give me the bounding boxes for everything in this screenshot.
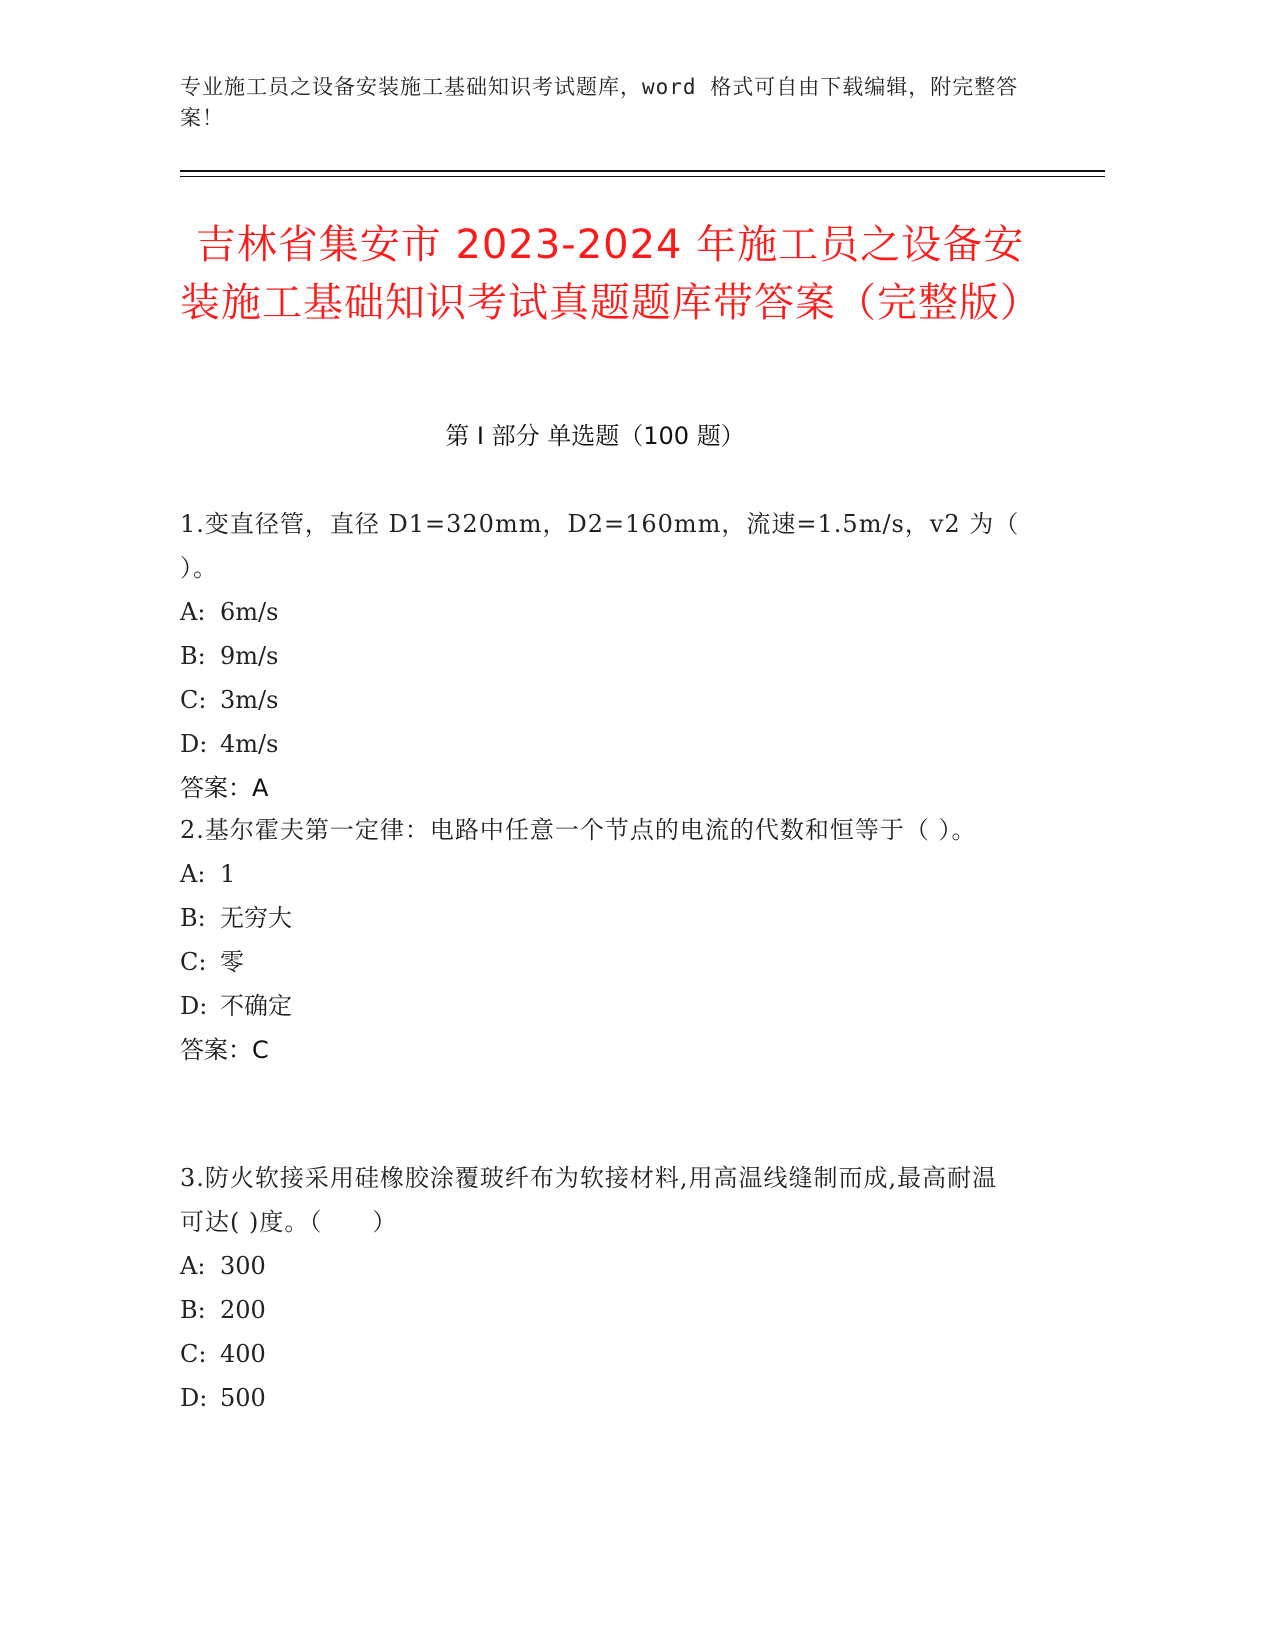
option-a [180,1244,1020,1288]
header-divider-thick [180,170,1105,172]
option-text: 200 [220,1296,266,1324]
option-text: 500 [220,1384,266,1412]
question-3 [180,1156,1020,1420]
option-b [180,1288,1020,1332]
option-letter: A: [180,1252,206,1280]
option-c [180,1332,1020,1376]
option-letter: C: [180,1340,207,1368]
option-text: 无穷大 [220,904,292,932]
document-title: 吉林省集安市 2023-2024 年施工员之设备安装施工基础知识考试真题题库带答案（完整版） [180,222,1041,326]
option-letter: D: [180,1384,208,1412]
option-letter: B: [180,904,206,932]
option-d [180,722,1020,766]
question-1 [180,502,1020,810]
option-letter: B: [180,1296,206,1324]
option-text: 4m/s [220,730,279,758]
option-text: 400 [220,1340,266,1368]
option-text: 零 [220,948,244,976]
section-heading: 第 I 部分 单选题（100 题） [445,422,745,450]
option-text: 不确定 [220,992,292,1020]
answer-line: 答案：C [180,1036,269,1064]
option-b [180,634,1020,678]
option-text: 1 [220,860,236,888]
header-divider-thin [180,176,1105,177]
option-d [180,984,1020,1028]
question-text: 1.变直径管，直径 D1=320mm，D2=160mm，流速=1.5m/s，v2 为（ ）。 [180,510,1020,582]
option-a [180,852,1020,896]
answer-line: 答案：A [180,774,269,802]
option-text: 3m/s [220,686,279,714]
option-letter: B: [180,642,206,670]
option-text: 6m/s [220,598,279,626]
option-text: 9m/s [220,642,279,670]
question-2 [180,808,1020,1072]
option-letter: A: [180,860,206,888]
option-letter: A: [180,598,206,626]
question-text: 3.防火软接采用硅橡胶涂覆玻纤布为软接材料,用高温线缝制而成,最高耐温可达( )度。（ ） [180,1164,998,1236]
option-text: 300 [220,1252,266,1280]
option-a [180,590,1020,634]
option-letter: D: [180,730,208,758]
header-note: 专业施工员之设备安装施工基础知识考试题库，word 格式可自由下载编辑，附完整答案！ [180,75,1019,130]
option-letter: C: [180,948,207,976]
option-b [180,896,1020,940]
option-letter: D: [180,992,208,1020]
option-c [180,940,1020,984]
question-text: 2.基尔霍夫第一定律：电路中任意一个节点的电流的代数和恒等于（ ）。 [180,816,977,844]
option-letter: C: [180,686,207,714]
option-c [180,678,1020,722]
option-d [180,1376,1020,1420]
